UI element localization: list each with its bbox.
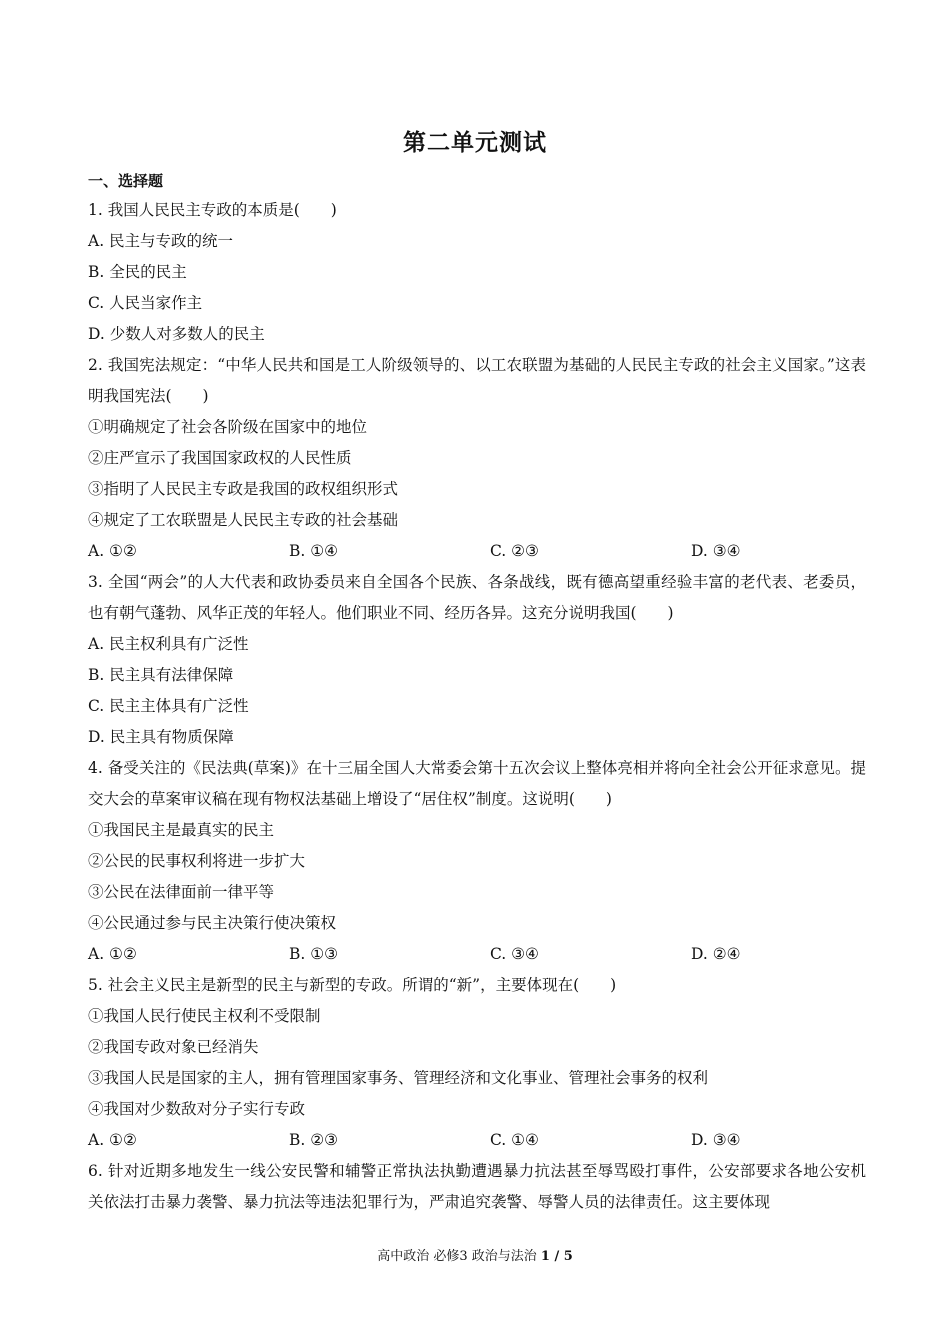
question-4-stem: 4. 备受关注的《民法典(草案)》在十三届全国人大常委会第十五次会议上整体亮相并将向全社会公开征求意见。提交大会的草案审议稿在现有物权法基础上增设了“居住权”制度。这说明( ) [88, 759, 866, 808]
question-4-option-b: B. ①③ [289, 945, 339, 963]
question-list [88, 168, 866, 1218]
question-4-option-c: C. ③④ [490, 945, 539, 963]
question-4-statement-4: ④公民通过参与民主决策行使决策权 [88, 914, 337, 932]
question-5-statement-1: ①我国人民行使民主权利不受限制 [88, 1007, 321, 1025]
question-1-option-a: A. 民主与专政的统一 [88, 232, 234, 250]
question-3-stem: 3. 全国“两会”的人大代表和政协委员来自全国各个民族、各条战线，既有德高望重经验丰富的老代表、老委员，也有朝气蓬勃、风华正茂的年轻人。他们职业不同、经历各异。这充分说明我国( ) [88, 573, 866, 622]
question-3-option-b: B. 民主具有法律保障 [88, 666, 234, 684]
question-5-statement-2: ②我国专政对象已经消失 [88, 1038, 259, 1056]
question-1-stem: 1. 我国人民民主专政的本质是( ) [88, 201, 337, 219]
question-2-option-c: C. ②③ [490, 542, 539, 560]
question-2-statement-4: ④规定了工农联盟是人民民主专政的社会基础 [88, 511, 399, 529]
question-5-stem: 5. 社会主义民主是新型的民主与新型的专政。所谓的“新”，主要体现在( ) [88, 976, 617, 994]
question-3-option-d: D. 民主具有物质保障 [88, 728, 234, 746]
question-4-options [88, 939, 866, 970]
question-2-option-d: D. ③④ [691, 542, 741, 560]
section-heading: 一、选择题 [88, 172, 164, 190]
question-1-option-c: C. 人民当家作主 [88, 294, 203, 312]
question-5-statement-3: ③我国人民是国家的主人，拥有管理国家事务、管理经济和文化事业、管理社会事务的权利 [88, 1069, 709, 1087]
question-5-options [88, 1125, 866, 1156]
question-2-stem: 2. 我国宪法规定：“中华人民共和国是工人阶级领导的、以工农联盟为基础的人民民主专政的社会主义国家。”这表明我国宪法( ) [88, 356, 866, 405]
question-5-option-a: A. ①② [88, 1131, 137, 1149]
question-4-statement-2: ②公民的民事权利将进一步扩大 [88, 852, 306, 870]
question-3-option-c: C. 民主主体具有广泛性 [88, 697, 249, 715]
page-number: 1 / 5 [540, 1249, 573, 1264]
question-4-option-a: A. ①② [88, 945, 137, 963]
question-2-statement-2: ②庄严宣示了我国国家政权的人民性质 [88, 449, 352, 467]
question-2-option-b: B. ①④ [289, 542, 339, 560]
question-4-statement-1: ①我国民主是最真实的民主 [88, 821, 275, 839]
question-5-option-b: B. ②③ [289, 1131, 339, 1149]
page-footer [0, 1245, 950, 1264]
question-2-option-a: A. ①② [88, 542, 137, 560]
question-6-stem: 6. 针对近期多地发生一线公安民警和辅警正常执法执勤遭遇暴力抗法甚至辱骂殴打事件，公安部要求各地公安机关依法打击暴力袭警、暴力抗法等违法犯罪行为，严肃追究袭警、辱警人员的法律责任。这主要体现 [88, 1162, 866, 1211]
question-5-option-d: D. ③④ [691, 1131, 741, 1149]
question-5-statement-4: ④我国对少数敌对分子实行专政 [88, 1100, 306, 1118]
question-5-option-c: C. ①④ [490, 1131, 539, 1149]
question-3-option-a: A. 民主权利具有广泛性 [88, 635, 249, 653]
question-1-option-b: B. 全民的民主 [88, 263, 187, 281]
footer-text: 高中政治 必修3 政治与法治 [377, 1249, 541, 1264]
question-2-statement-1: ①明确规定了社会各阶级在国家中的地位 [88, 418, 368, 436]
question-2-statement-3: ③指明了人民民主专政是我国的政权组织形式 [88, 480, 399, 498]
question-4-option-d: D. ②④ [691, 945, 741, 963]
question-4-statement-3: ③公民在法律面前一律平等 [88, 883, 275, 901]
question-1-option-d: D. 少数人对多数人的民主 [88, 325, 265, 343]
page-title: 第二单元测试 [403, 129, 547, 156]
question-2-options [88, 536, 866, 567]
